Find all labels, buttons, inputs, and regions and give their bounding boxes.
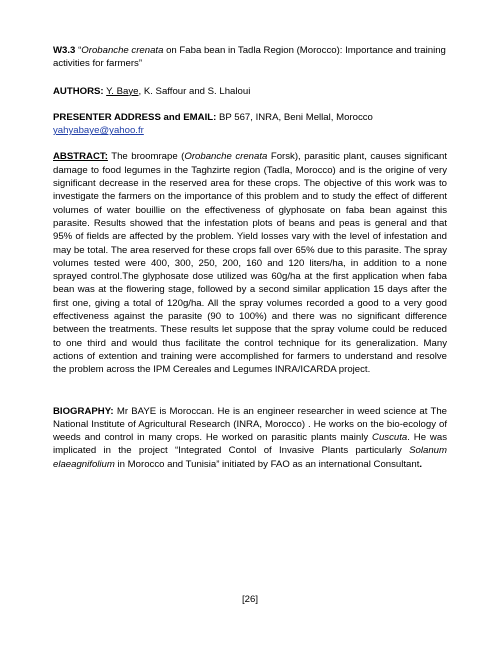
abstract-text-1: The broomrape ( [107,151,185,163]
biography-text-2: . He was implicated in the project “Integrated Contol of Invasive Plants particularly [53,432,447,457]
title-species: Orobanche crenata [81,45,164,56]
page-number: [26] [241,594,258,605]
paper-title [53,44,447,71]
presenter-address-text: BP 567, INRA, Beni Mellal, Morocco [216,111,373,123]
biography-end: . [419,458,423,470]
other-authors: , K. Saffour and S. Lhaloui [138,85,251,97]
session-code: W3.3 [53,45,76,56]
abstract-text-2: Forsk), parasitic plant, causes significant damage to food legumes in the Taghzirte region (Tadla, Morocco) and is the origine of very significant decrease in the reserved area for these crops. The objective of this work was to investigate the farmers on the importance of this problem and to study the effect of different volumes of water bouillie on the effectiveness of glyphosate on faba bean against this parasite. Results showed that the infestation plots of beans and peas is general and that 95% of fields are affected by the problem. Yield losses vary with the level of infestation and may be total. The area reserved for these crops fall over 65% due to this parasite. The spray volumes tested were 400, 300, 250, 200, 160 and 120 liters/ha, in addition to a none sprayed control.The glyphosate dose utilized was 60g/ha at the first application when faba bean was at the flowering stage, followed by a second similar application 15 days after the first one, giving a total of 120g/ha. All the spray volumes recorded a good to a very good effectiveness against the parasite (90 to 100%) and there was no significant difference between the treatments. These results let suppose that the spray volume could be reduced to one third and would thus facilitate the control technique for its generalization. Many actions of extention and training were accomplished for farmers to understand and resolve the problem across the IPM Cereales and Legumes INRA/ICARDA project. [53,151,447,376]
presenter-address [53,111,447,138]
biography-text-1: Mr BAYE is Moroccan. He is an engineer researcher in weed science at The National Institute of Agricultural Research (INRA, Morocco) . He works on the bio-ecology of weeds and control in many crops. He worked on parasitic plants mainly [53,405,447,444]
abstract-label: ABSTRACT: [53,151,108,163]
authors-label: AUTHORS: [53,85,104,97]
email-link[interactable]: yahyabaye@yahoo.fr [53,125,144,137]
abstract-paragraph [53,150,447,376]
biography-genus: Cuscuta [372,432,408,444]
biography-text-3: in Morocco and Tunisia” initiated by FAO as an international Consultant [114,458,420,470]
title-rest: on Faba bean in Tadla Region (Morocco): Importance and training activities for farmers” [53,45,446,70]
document-body [53,44,447,471]
title-quote-open: “ [78,45,82,56]
presenting-author: Y. Baye [106,85,139,97]
biography-label: BIOGRAPHY: [53,405,114,417]
authors-line [53,85,447,98]
abstract-species: Orobanche crenata [184,151,268,163]
biography-paragraph [53,405,447,471]
presenter-label: PRESENTER ADDRESS and EMAIL: [53,111,217,123]
biography-species: Solanum elaeagnifolium [53,445,447,470]
